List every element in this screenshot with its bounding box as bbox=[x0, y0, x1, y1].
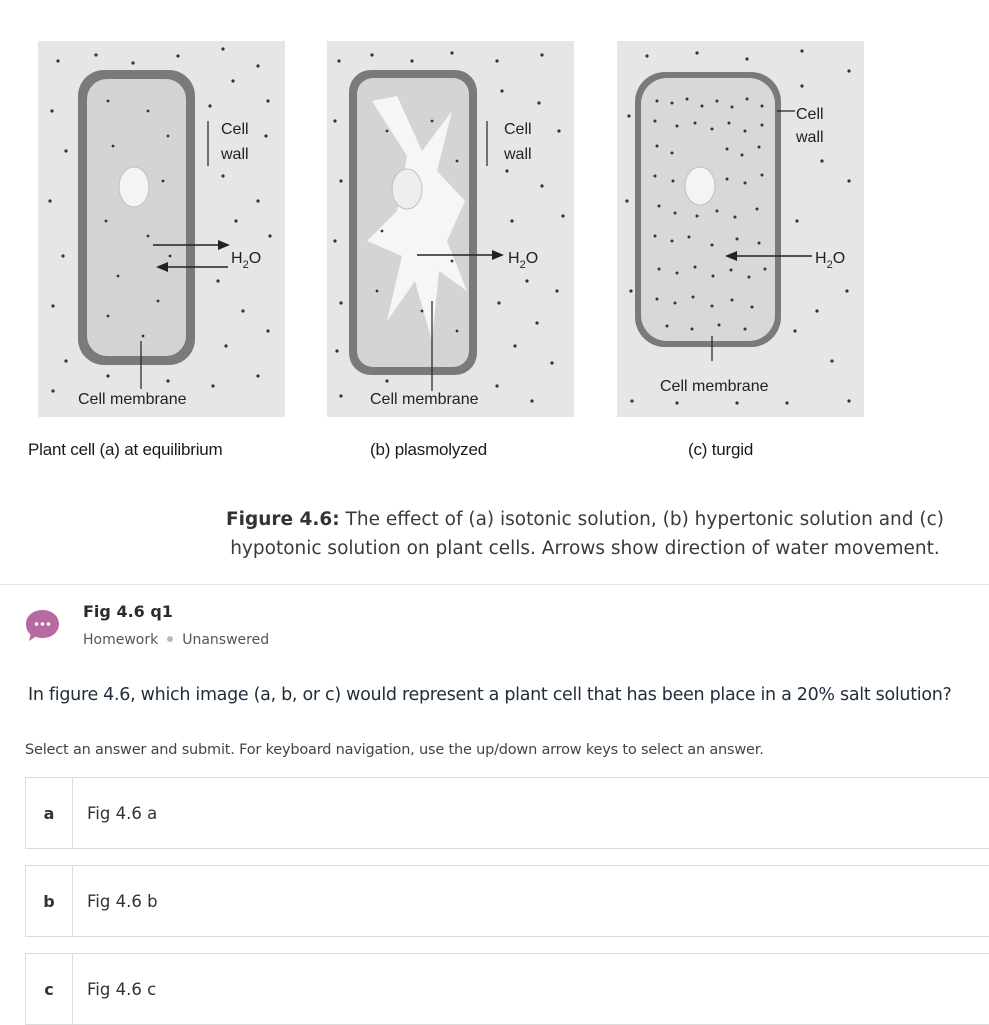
answer-option-text: Fig 4.6 b bbox=[87, 891, 158, 911]
cell-membrane-label-a: Cell membrane bbox=[78, 391, 187, 408]
panel-caption-c: (c) turgid bbox=[688, 440, 754, 459]
question-type: Homework bbox=[83, 632, 159, 648]
section-divider bbox=[0, 584, 989, 585]
water-label-a: H bbox=[231, 250, 243, 267]
water-label-b: H bbox=[508, 250, 520, 267]
question-title: Fig 4.6 q1 bbox=[83, 602, 173, 621]
answer-option-b[interactable] bbox=[25, 865, 989, 937]
answer-instructions: Select an answer and submit. For keyboard navigation, use the up/down arrow keys to select an answer. bbox=[25, 742, 764, 758]
answer-option-c[interactable] bbox=[25, 953, 989, 1025]
figure-caption-label: Figure 4.6: bbox=[225, 509, 340, 530]
separator-dot bbox=[167, 636, 173, 642]
cell-wall-label-b-1: Cell bbox=[504, 121, 532, 138]
panel-caption-a: Plant cell (a) at equilibrium bbox=[28, 440, 223, 459]
question-status: Unanswered bbox=[182, 632, 270, 648]
svg-text:H2O: $H_2O$ bbox=[508, 250, 539, 271]
panel-caption-b: (b) plasmolyzed bbox=[370, 440, 487, 459]
answer-option-a[interactable] bbox=[25, 777, 989, 849]
water-label-c: H bbox=[815, 250, 827, 267]
answer-option-letter: c bbox=[26, 954, 73, 1024]
cell-diagram-a bbox=[38, 41, 285, 417]
cell-diagram-b bbox=[327, 41, 574, 417]
cell-wall-label-c-2: wall bbox=[796, 129, 824, 146]
answer-option-letter: a bbox=[26, 778, 73, 848]
chat-bubble-icon bbox=[25, 609, 60, 642]
cell-wall-label-a-1: Cell bbox=[221, 121, 249, 138]
svg-text:H2O: $H_2O$ bbox=[815, 250, 846, 271]
svg-text:H2O: $H_2O$ bbox=[231, 250, 262, 271]
cell-membrane-label-c: Cell membrane bbox=[660, 378, 769, 395]
answer-option-text: Fig 4.6 a bbox=[87, 803, 158, 823]
answer-option-letter: b bbox=[26, 866, 73, 936]
cell-diagram-c bbox=[617, 41, 864, 417]
figure-caption bbox=[190, 505, 980, 563]
cell-wall-label-a-2: wall bbox=[221, 146, 249, 163]
answer-option-text: Fig 4.6 c bbox=[87, 979, 157, 999]
cell-wall-label-b-2: wall bbox=[504, 146, 532, 163]
figure-caption-text: The effect of (a) isotonic solution, (b) hypertonic solution and (c) hypotonic solution on plant cells. Arrows show direction of water movement. bbox=[230, 509, 945, 559]
question-meta bbox=[83, 632, 269, 648]
question-prompt: In figure 4.6, which image (a, b, or c) would represent a plant cell that has been place in a 20% salt solution? bbox=[28, 685, 952, 705]
cell-membrane-label-b: Cell membrane bbox=[370, 391, 479, 408]
cell-wall-label-c-1: Cell bbox=[796, 106, 824, 123]
